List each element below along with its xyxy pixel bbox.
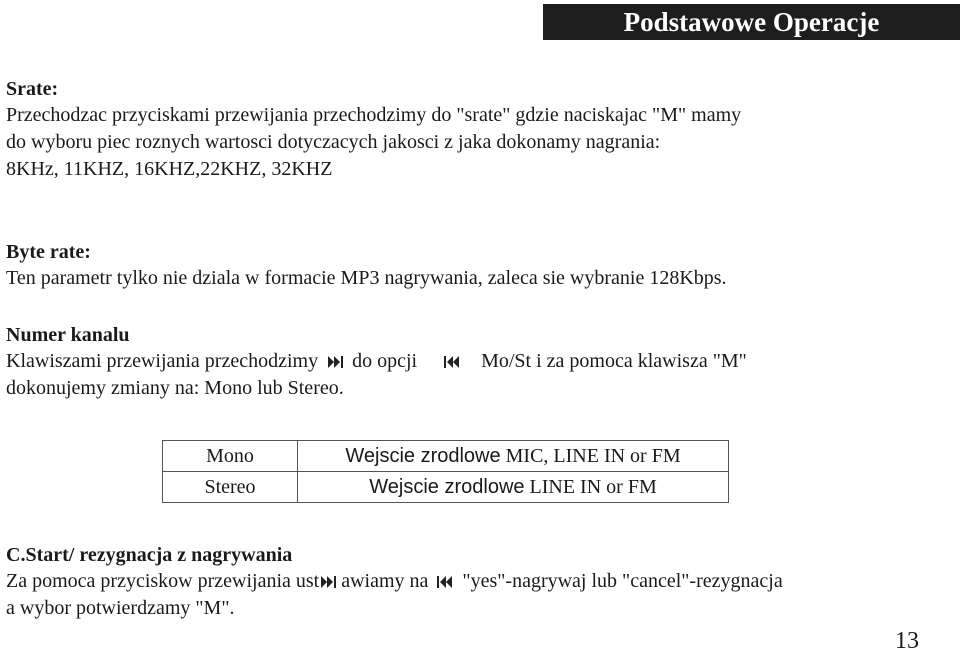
channel-text-a: Klawiszami przewijania przechodzimy: [6, 350, 319, 372]
start-line-2: a wybor potwierdzamy "M".: [6, 597, 235, 619]
start-text-b: awiamy na: [341, 570, 429, 592]
channel-text-c: Mo/St i za pomoca klawisza "M": [481, 350, 747, 372]
table-row: [163, 441, 729, 472]
skip-next-icon: [321, 575, 337, 589]
section-byte-rate: [6, 239, 954, 292]
start-line-1: [6, 568, 954, 595]
skip-next-icon: [328, 355, 344, 369]
source-label: Wejscie zrodlowe: [369, 475, 525, 498]
page-title-bar: [543, 4, 960, 40]
section-channel: [6, 322, 954, 402]
channel-heading: Numer kanalu: [6, 324, 130, 346]
section-srate: [6, 76, 954, 183]
section-start-cancel: [6, 542, 954, 622]
srate-heading: Srate:: [6, 78, 59, 100]
source-label: Wejscie zrodlowe: [345, 444, 501, 467]
skip-previous-icon: [436, 575, 452, 589]
skip-previous-icon: [443, 355, 459, 369]
mode-table: [162, 440, 729, 503]
channel-line-2: dokonujemy zmiany na: Mono lub Stereo.: [6, 377, 344, 399]
srate-line-3: 8KHz, 11KHZ, 16KHZ,22KHZ, 32KHZ: [6, 158, 333, 180]
channel-line-1: [6, 348, 954, 375]
source-value: MIC, LINE IN or FM: [505, 444, 681, 467]
start-text-a: Za pomoca przyciskow przewijania ust: [6, 570, 320, 592]
srate-line-2: do wyboru piec roznych wartosci dotyczacych jakosci z jaka dokonamy nagrania:: [6, 131, 661, 153]
table-row: [163, 472, 729, 503]
mode-cell: Stereo: [163, 472, 298, 503]
source-cell: [298, 472, 729, 503]
channel-text-b: do opcji: [352, 350, 418, 372]
mode-cell: Mono: [163, 441, 298, 472]
source-cell: [298, 441, 729, 472]
start-heading: C.Start/ rezygnacja z nagrywania: [6, 544, 293, 566]
srate-line-1: Przechodzac przyciskami przewijania przechodzimy do "srate" gdzie naciskajac "M" mamy: [6, 104, 742, 126]
source-value: LINE IN or FM: [529, 475, 657, 498]
page-number: 13: [895, 628, 919, 654]
byte-rate-heading: Byte rate:: [6, 241, 91, 263]
start-text-c: "yes"-nagrywaj lub "cancel"-rezygnacja: [462, 570, 783, 592]
byte-rate-line: Ten parametr tylko nie dziala w formacie MP3 nagrywania, zaleca sie wybranie 128Kbps.: [6, 267, 727, 289]
page-title: Podstawowe Operacje: [623, 6, 880, 37]
